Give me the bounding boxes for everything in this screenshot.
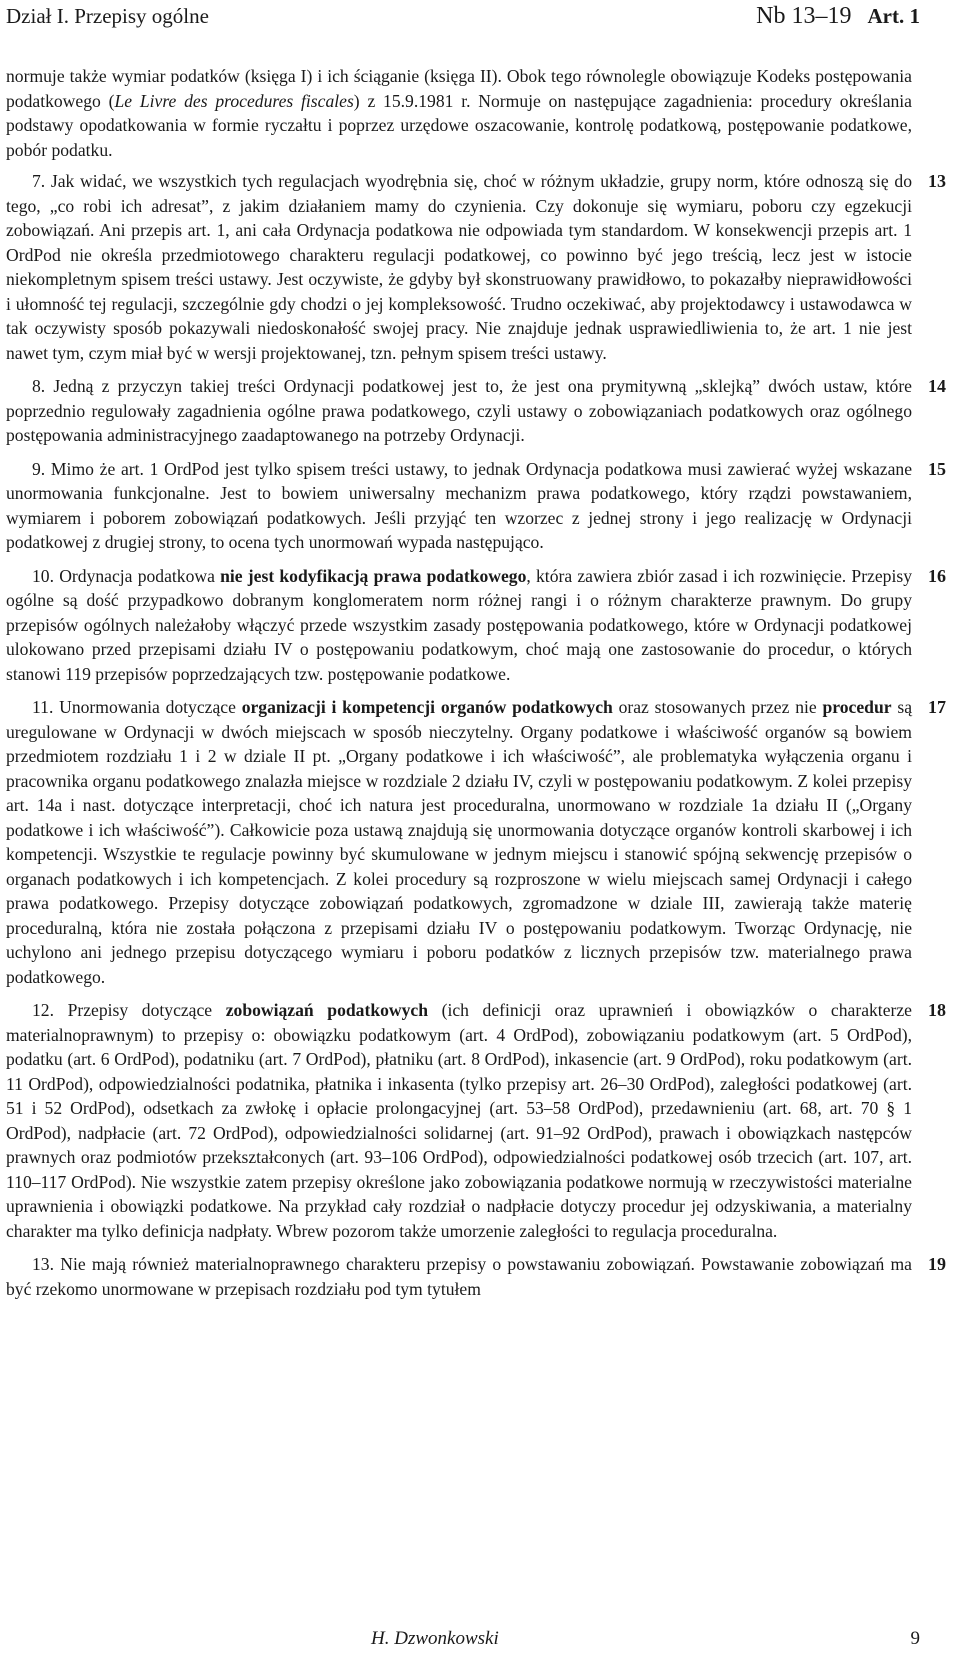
paragraph-19	[6, 1252, 946, 1301]
paragraph-13	[6, 169, 946, 365]
paragraph-text	[6, 697, 912, 987]
text-run: , która zawiera zbiór zasad i ich rozwinięcie. Przepisy ogólne są dość przypadkowo dobranym konglomeratem norm różnej rangi i o różnym charakterze prawnym. Do grupy przepisów ogólnych należałoby włączyć przede wszystkim zasady postępowania podatkowego, które w Ordynacji podatkowej ulokowano przed przepisami działu IV o postępowaniu podatkowym, choć mają one zastosowanie do procedur, o których stanowi 119 przepisów poprzedzających tzw. postępowanie podatkowe.	[6, 565, 912, 684]
paragraph-text	[6, 1000, 912, 1241]
paragraph-text	[6, 1254, 912, 1299]
text-run: 13. Nie mają również materialnoprawnego charakteru przepisy o powstawaniu zobowiązań. Powstawanie zobowiązań ma być rzekomo unormowane w przepisach rozdziału pod tym tytułem	[6, 1254, 912, 1299]
marginal-number: 18	[928, 1000, 946, 1020]
author-name: H. Dzwonkowski	[371, 1628, 499, 1649]
paragraph-16	[6, 564, 946, 687]
bold-text-run: procedur	[822, 697, 892, 717]
text-run: 8. Jedną z przyczyn takiej treści Ordynacji podatkowej jest to, że jest ona prymitywną „sklejką” dwóch ustaw, które poprzednio regulowały zagadnienia ogólne prawa podatkowego, czyli ustawy o zobowiązaniach podatkowych oraz ogólnego postępowania administracyjnego zaadaptowanego na potrzeby Ordynacji.	[6, 376, 912, 445]
paragraph-text	[6, 66, 912, 160]
document-body	[6, 64, 946, 1310]
paragraph-18	[6, 998, 946, 1243]
running-header	[6, 2, 920, 34]
text-run: oraz stosowanych przez nie	[612, 697, 823, 717]
paragraph-text	[6, 376, 912, 445]
text-run: 7. Jak widać, we wszystkich tych regulacjach wyodrębnia się, choć w różnym układzie, grupy norm, które odnoszą się do tego, „co robi ich adresat”, z jakim działaniem mamy do czynienia. Czy dokonuje się wymiaru, poboru czy egzekucji zobowiązań. Ani przepis art. 1, ani cała Ordynacja podatkowa nie odpowiada tym standardom. W konsekwencji przepis art. 1 OrdPod nie określa przedmiotowego charakteru regulacji podatkowej, co powinno być jego treścią, lecz jest w istocie niekompletnym spisem treści ustawy. Jest oczywiste, że gdyby był skonstruowany prawidłowo, to pokazałby nieprawidłowości i ułomność tej regulacji, szczególnie gdy chodzi o jej kompleksowość. Trudno oczekiwać, aby projektodawcy i ustawodawca w tak oczywisty sposób pokazywali niedoskonałość swojej pracy. Nie znajduje jednak usprawiedliwienia to, że art. 1 nie jest nawet tym, czym miał być w wersji projektowanej, tzn. pełnym spisem treści ustawy.	[6, 171, 912, 363]
bold-text-run: nie jest kodyfikacją prawa podatkowego	[220, 565, 527, 586]
section-title: Dział I. Przepisy ogólne	[6, 4, 209, 28]
paragraph-text	[6, 171, 912, 363]
marginal-number: 14	[928, 376, 946, 396]
page-footer	[0, 1626, 920, 1656]
header-reference	[756, 2, 920, 30]
marginal-number-range: Nb 13–19	[756, 3, 852, 29]
italic-text-run: Le Livre des procedures fiscales	[114, 90, 354, 111]
article-label: Art. 1	[867, 4, 920, 28]
marginal-number: 15	[928, 458, 946, 479]
text-run: 9. Mimo że art. 1 OrdPod jest tylko spisem treści ustawy, to jednak Ordynacja podatkowa musi zawierać wyżej wskazane unormowania funkcjonalne. Jest to bowiem uniwersalny mechanizm prawa podatkowego, który rządzi powstawaniem, wymiarem i poborem zobowiązań podatkowych. Jeśli przyjąć ten wzorzec z jednej strony i jego realizację w Ordynacji podatkowej z drugiej strony, to ocena tych unormowań wypada następująco.	[6, 458, 912, 552]
paragraph-15	[6, 457, 946, 555]
paragraph-text	[6, 566, 912, 684]
text-run: (ich definicji oraz uprawnień i obowiązków o charakterze materialnoprawnym) to przepisy o: obowiązku podatkowym (art. 4 OrdPod), zobowiązaniu podatkowym (art. 5 OrdPod), podatku (art. 6 OrdPod), podatniku (art. 7 OrdPod), płatniku (art. 8 OrdPod), inkasencie (art. 9 OrdPod), roku podatkowym (art. 11 OrdPod), odpowiedzialności podatnika, płatnika i inkasenta (tylko przepisy art. 26–30 OrdPod), zaległości podatkowej (art. 51 i 52 OrdPod), odsetkach za zwłokę i opłacie prolongacyjnej (art. 53–58 OrdPod), przedawnieniu (art. 68, art. 70 § 1 OrdPod), nadpłacie (art. 72 OrdPod), odpowiedzialności solidarnej (art. 91–92 OrdPod), prawach i obowiązkach następców prawnych oraz podmiotów przekształconych (art. 93–106 OrdPod), odpowiedzialności podatkowej osób trzecich (art. 107, art. 110–117 OrdPod). Nie wszystkie zatem przepisy określone jako zobowiązania podatkowe normują w rzeczywistości materialne uprawnienia i obowiązki podatkowe. Na przykład cały rozdział o nadpłacie dotyczy procedur jej odzyskiwania, a materialny charakter ma tylko definicja nadpłaty. Wbrew pozorom także umorzenie zaległości to regulacja proceduralna.	[6, 1000, 912, 1241]
text-run: normuje także wymiar podatków (księga I) i ich ściąganie (księga II). Obok tego równolegle obowiązuje Kodeks postępowania podatkowego (	[6, 66, 912, 111]
bold-text-run: organizacji i kompetencji organów podatkowych	[241, 697, 613, 717]
paragraph-continuation	[6, 64, 912, 162]
text-run: 10. Ordynacja podatkowa	[32, 565, 221, 586]
marginal-number: 17	[928, 697, 946, 717]
paragraph-14	[6, 374, 946, 448]
text-run: są uregulowane w Ordynacji w dwóch miejscach w sposób nieczytelny. Organy podatkowe i właściwość organów są bowiem przedmiotem rozdziału 1 i 2 w dziale II pt. „Organy podatkowe i ich właściwość”, ale problematyka wyłączenia organu i pracownika organu podatkowego znalazła miejsce w rozdziale 2 działu IV, czyli w postępowaniu podatkowym. Z kolei przepisy art. 14a i nast. dotyczące interpretacji, choć ich natura jest proceduralna, unormowano w rozdziale 1a działu II („Organy podatkowe i ich właściwość”). Całkowicie poza ustawą znajdują się unormowania dotyczące organów kontroli skarbowej i ich kompetencji. Wszystkie te regulacje powinny być skumulowane w jednym miejscu i stanowić spójną sekwencję przepisów o organach podatkowych i ich kompetencjach. Z kolei procedury są rozproszone w wielu miejscach samej Ordynacji i całego prawa podatkowego. Przepisy dotyczące zobowiązań podatkowych, zgromadzone w dziale III, zawierają także materię proceduralną, która nie została połączona z przepisami działu IV o postępowaniu podatkowym. Tworząc Ordynację, nie uchylono ani jednego przepisu dotyczącego wymiaru i poboru podatków z licznych przepisów tzw. materialnego prawa podatkowego.	[6, 697, 913, 987]
page-number: 9	[910, 1628, 920, 1649]
text-run: ) z 15.9.1981 r. Normuje on następujące zagadnienia: procedury określania podstawy opodatkowania w formie ryczałtu i poprzez urzędowe oszacowanie, kontrolę podatkową, postępowanie podatkowe, pobór podatku.	[6, 90, 912, 160]
marginal-number: 16	[928, 565, 946, 586]
paragraph-17	[6, 695, 946, 989]
bold-text-run: zobowiązań podatkowych	[225, 1000, 428, 1020]
text-run: 12. Przepisy dotyczące	[32, 1000, 226, 1020]
paragraph-text	[6, 459, 912, 553]
marginal-number: 19	[928, 1254, 946, 1274]
marginal-number: 13	[928, 171, 946, 191]
text-run: 11. Unormowania dotyczące	[32, 697, 242, 717]
